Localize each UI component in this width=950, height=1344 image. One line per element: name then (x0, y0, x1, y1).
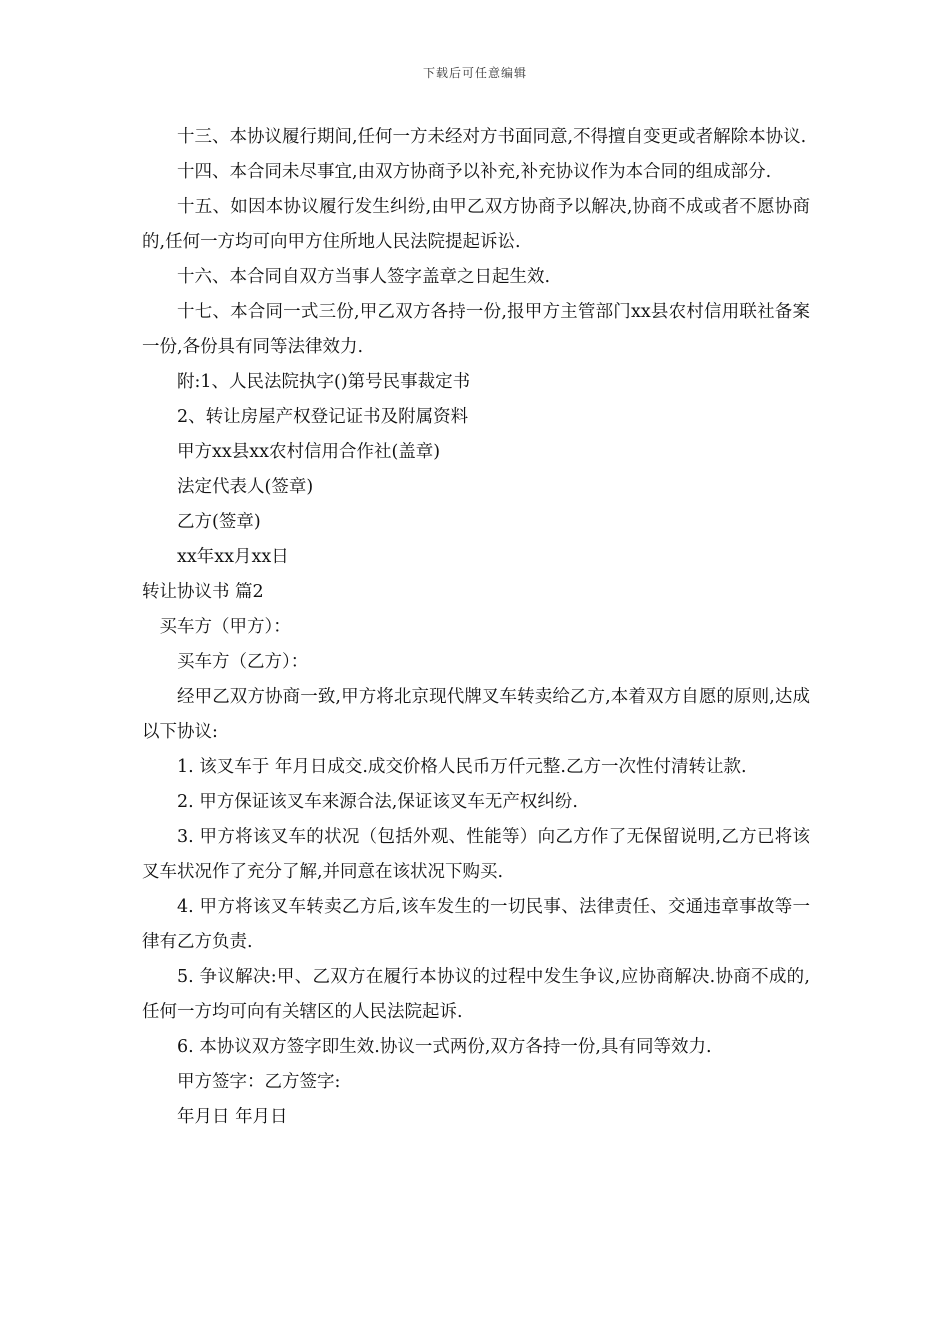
buyer-b-line: 买车方（乙方）： (177, 652, 309, 672)
term-2: 2. 甲方保证该叉车来源合法,保证该叉车无产权纠纷. (177, 792, 578, 812)
term-6: 6. 本协议双方签字即生效.协议一式两份,双方各持一份,具有同等效力. (177, 1037, 712, 1057)
signing-date: xx年xx月xx日 (177, 547, 289, 567)
attachment-1: 附:1、人民法院执字()第号民事裁定书 (177, 372, 471, 392)
clause-13: 十三、本协议履行期间,任何一方未经对方书面同意,不得擅自变更或者解除本协议. (177, 127, 807, 147)
term-4: 4. 甲方将该叉车转卖乙方后,该车发生的一切民事、法律责任、交通违章事故等一律有乙方负责. (142, 897, 810, 952)
legal-rep-signature: 法定代表人(签章) (177, 477, 314, 497)
party-a-signature: 甲方xx县xx农村信用合作社(盖章) (177, 442, 441, 462)
term-5: 5. 争议解决:甲、乙双方在履行本协议的过程中发生争议,应协商解决.协商不成的,任何一方均可向有关辖区的人民法院起诉. (142, 967, 810, 1022)
buyer-a-line: 买车方（甲方）： (159, 617, 291, 637)
document-body (142, 120, 810, 1135)
clause-16: 十六、本合同自双方当事人签字盖章之日起生效. (177, 267, 551, 287)
page-header: 下载后可任意编辑 (422, 66, 527, 80)
attachment-2: 2、转让房屋产权登记证书及附属资料 (177, 407, 469, 427)
clause-17: 十七、本合同一式三份,甲乙双方各持一份,报甲方主管部门xx县农村信用联社备案一份,各份具有同等法律效力. (142, 302, 810, 357)
term-1: 1. 该叉车于 年月日成交.成交价格人民币万仟元整.乙方一次性付清转让款. (177, 757, 747, 777)
clause-14: 十四、本合同未尽事宜,由双方协商予以补充,补充协议作为本合同的组成部分. (177, 162, 772, 182)
signatures-line: 甲方签字：乙方签字: (177, 1072, 341, 1092)
section-title: 转让协议书 篇2 (142, 582, 264, 602)
agreement-intro: 经甲乙双方协商一致,甲方将北京现代牌叉车转卖给乙方,本着双方自愿的原则,达成以下协议: (142, 687, 810, 742)
party-b-signature: 乙方(签章) (177, 512, 261, 532)
dates-line: 年月日 年月日 (177, 1107, 288, 1127)
clause-15: 十五、如因本协议履行发生纠纷,由甲乙双方协商予以解决,协商不成或者不愿协商的,任何一方均可向甲方住所地人民法院提起诉讼. (142, 197, 810, 252)
term-3: 3. 甲方将该叉车的状况（包括外观、性能等）向乙方作了无保留说明,乙方已将该叉车状况作了充分了解,并同意在该状况下购买. (142, 827, 810, 882)
